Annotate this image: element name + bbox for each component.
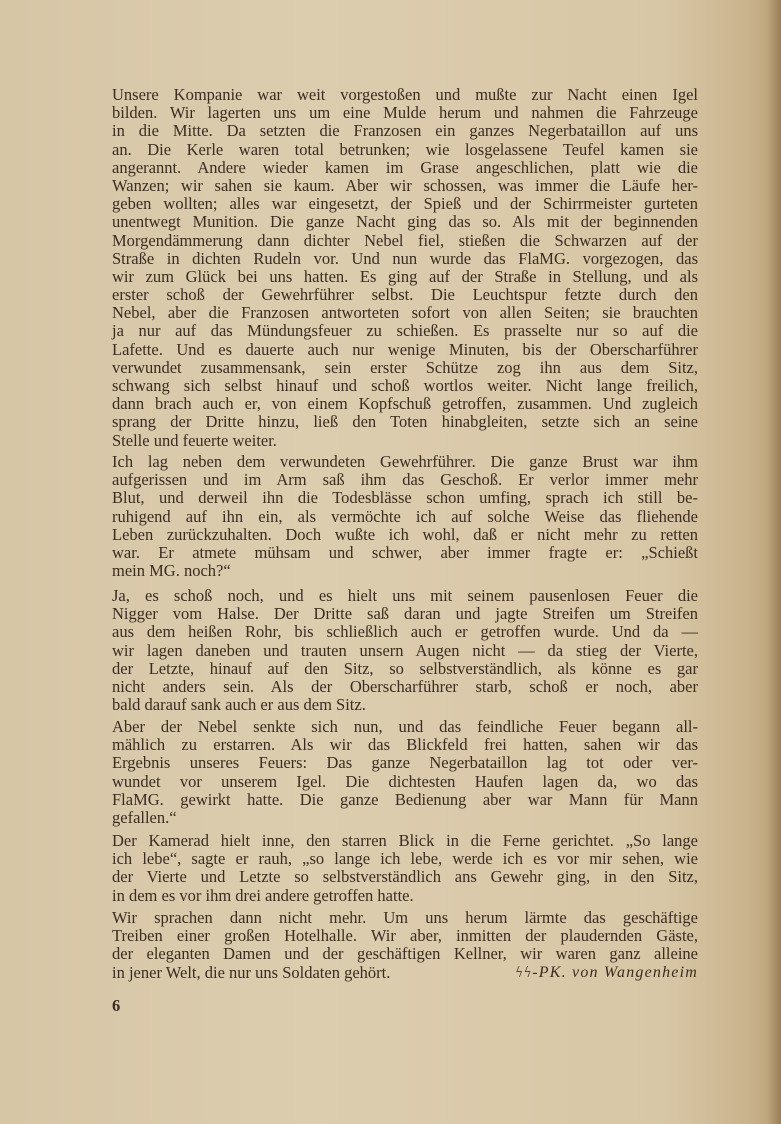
text-line: Blut, und derweil ihn die Todesblässe schon umfing, sprach ich still be- [112, 488, 698, 508]
text-line: schwang sich selbst hinauf und schoß wortlos weiter. Nicht lange freilich, [112, 376, 698, 395]
paragraph [112, 832, 698, 905]
text-line: wundet vor unserem Igel. Die dichtesten Haufen lagen da, wo das [112, 771, 698, 791]
text-line: wir lagen daneben und trauten unsern Augen nicht — da stieg der Vierte, [112, 640, 698, 660]
text-line: Treiben einer großen Hotelhalle. Wir aber, inmitten der plaudernden Gäste, [112, 926, 698, 946]
text-line: ruhigend auf ihn ein, als vermöchte ich auf solche Weise das fliehende [112, 506, 698, 526]
text-line: Ich lag neben dem verwundeten Gewehrführer. Die ganze Brust war ihm [112, 452, 698, 471]
text-line: Der Kamerad hielt inne, den starren Blick in die Ferne gerichtet. „So lange [112, 831, 698, 850]
text-line: Stelle und feuerte weiter. [112, 430, 277, 450]
text-line: sprang der Dritte hinzu, ließ den Toten hinabgleiten, setzte sich an seine [112, 412, 698, 432]
text-line: Aber der Nebel senkte sich nun, und das feindliche Feuer begann all- [112, 717, 698, 736]
paragraph [112, 86, 698, 450]
text-line: erster schoß der Gewehrführer selbst. Die Leuchtspur fetzte durch den [112, 285, 698, 305]
text-line: mein MG. noch?“ [112, 561, 231, 581]
text-line: Morgendämmerung dann dichter Nebel fiel, stießen die Schwarzen auf der [112, 230, 698, 250]
text-line: in jener Welt, die nur uns Soldaten gehört. [112, 962, 391, 982]
paragraph [112, 909, 698, 982]
text-line: Nebel, aber die Franzosen antworteten sofort von allen Seiten; sie brauchten [112, 303, 698, 323]
text-line: nicht anders sein. Als der Oberscharführer starb, schoß er noch, aber [112, 676, 698, 696]
text-line: Ergebnis unseres Feuers: Das ganze Negerbataillon lag tot oder ver- [112, 753, 698, 773]
text-line: dann brach auch er, von einem Kopfschuß getroffen, zusammen. Und zugleich [112, 394, 698, 414]
paragraph [112, 718, 698, 827]
text-line: aufgerissen und im Arm saß ihm das Geschoß. Er verlor immer mehr [112, 470, 698, 490]
text-line: Ja, es schoß noch, und es hielt uns mit seinem pausenlosen Feuer die [112, 586, 698, 605]
author-signature: ϟϟ-PK. von Wangenheim [515, 963, 698, 981]
text-line: der Vierte und Letzte so selbstverständlich ans Gewehr ging, in den Sitz, [112, 867, 698, 887]
paragraph [112, 453, 698, 580]
text-line: war. Er atmete mühsam und schwer, aber immer fragte er: „Schießt [112, 542, 698, 562]
text-line: unentwegt Munition. Die ganze Nacht ging das so. Als mit der beginnenden [112, 212, 698, 232]
text-line: aus dem heißen Rohr, bis schließlich auch er getroffen wurde. Und da — [112, 622, 698, 642]
text-line: verwundet zusammensank, sein erster Schütze zog ihn aus dem Sitz, [112, 357, 698, 377]
text-line: ja nur auf das Mündungsfeuer zu schießen. Es prasselte nur so auf die [112, 321, 698, 341]
closing-line [112, 964, 698, 982]
text-line: Lafette. Und es dauerte auch nur wenige Minuten, bis der Oberscharführer [112, 339, 698, 359]
text-line: geben wollten; alles war eingesetzt, der Spieß und der Schirrmeister gurteten [112, 194, 698, 214]
text-line: in die Mitte. Da setzten die Franzosen ein ganzes Negerbataillon auf uns [112, 121, 698, 141]
text-line: gefallen.“ [112, 807, 177, 827]
text-line: wir zum Glück bei uns hatten. Es ging auf der Straße in Stellung, und als [112, 266, 698, 286]
text-line: mählich zu erstarren. Als wir das Blickfeld frei hatten, sahen wir das [112, 735, 698, 755]
text-line: bilden. Wir lagerten uns um eine Mulde herum und nahmen die Fahrzeuge [112, 103, 698, 123]
text-line: Leben zurückzuhalten. Doch wußte ich wohl, daß er nicht mehr zu retten [112, 524, 698, 544]
page-edge-shadow [767, 0, 781, 1124]
page-number: 6 [112, 996, 121, 1015]
text-line: angerannt. Andere wieder kamen im Grase angeschlichen, platt wie die [112, 157, 698, 177]
text-line: Nigger vom Halse. Der Dritte saß daran und jagte Streifen um Streifen [112, 604, 698, 624]
text-line: an. Die Kerle waren total betrunken; wie losgelassene Teufel kamen sie [112, 139, 698, 159]
text-line: bald darauf sank auch er aus dem Sitz. [112, 695, 366, 715]
text-line: der eleganten Damen und der geschäftigen Kellner, wir waren ganz alleine [112, 944, 698, 964]
text-line: der Letzte, hinauf auf den Sitz, so selbstverständlich, als könne es gar [112, 658, 698, 678]
text-line: Wanzen; wir sahen sie kaum. Aber wir schossen, was immer die Läufe her- [112, 175, 698, 195]
paragraph [112, 587, 698, 714]
text-line: in dem es vor ihm drei andere getroffen hatte. [112, 885, 414, 905]
text-line: Straße in dichten Rudeln vor. Und nun wurde das FlaMG. vorgezogen, das [112, 248, 698, 268]
text-line: Wir sprachen dann nicht mehr. Um uns herum lärmte das geschäftige [112, 908, 698, 927]
text-line: FlaMG. gewirkt hatte. Die ganze Bedienung aber war Mann für Mann [112, 789, 698, 809]
text-line: ich lebe“, sagte er rauh, „so lange ich lebe, werde ich es vor mir sehen, wie [112, 849, 698, 869]
text-line: Unsere Kompanie war weit vorgestoßen und mußte zur Nacht einen Igel [112, 85, 698, 104]
